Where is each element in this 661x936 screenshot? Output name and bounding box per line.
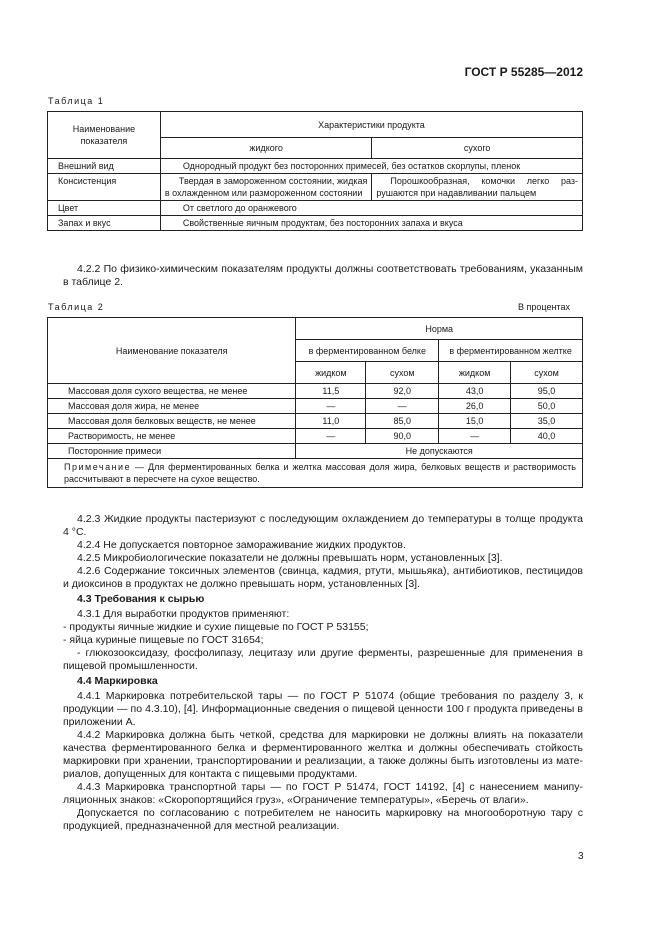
table2-col-dry: сухом xyxy=(511,362,583,384)
table1-row-value: Твердая в замороженном состоянии, жидкая в охлажденном или размороженном состоянии xyxy=(160,174,372,201)
table2-col-norm: Норма xyxy=(296,318,583,340)
table1-row-name: Консистенция xyxy=(48,174,161,201)
paragraph-442: 4.4.2 Маркировка должна быть четкой, средства для маркировки не должны влиять на показатели качества ферментированного белка и ферментированного желтка и должны обеспечивать стойкость маркировки при хранении, транспортировании и реализации, а также должны быть изготовлены из материалов, допущенных для контакта с пищевыми продуктами. xyxy=(63,729,583,780)
table2-note-label: Примечание xyxy=(64,462,132,472)
table2-cell: 35,0 xyxy=(511,414,583,429)
table2-col-name: Наименование показателя xyxy=(48,318,296,384)
table2-caption: Таблица 2 xyxy=(48,302,105,312)
table2-col-yolk: в ферментированном желтке xyxy=(439,340,583,362)
list-item: - глюкозооксидазу, фосфолипазу, лецитазу или другие ферменты, разрешенные для применения в пищевой промышленности. xyxy=(63,647,583,672)
table1-col-name: Наименование показателя xyxy=(48,112,161,159)
table1-col-dry: сухого xyxy=(372,138,583,159)
table1-col-group: Характеристики продукта xyxy=(160,112,582,138)
table2-cell: 11,5 xyxy=(296,384,366,399)
table2-cell: 50,0 xyxy=(511,399,583,414)
table2-col-liquid: жидком xyxy=(296,362,366,384)
table1-row-value: От светлого до оранжевого xyxy=(160,201,582,216)
table2-note-text: — Для ферментированных белка и желтка массовая доля жира, белковых веществ и растворимость рассчитывают в пересчете на сухое вещество. xyxy=(64,462,576,484)
paragraph-441: 4.4.1 Маркировка потребительской тары — по ГОСТ Р 51074 (общие требования по разделу 3, к продукции — по 4.3.10), [4]. Информационные сведения о пищевой ценности 100 г продукта приведены в приложении А. xyxy=(63,690,583,728)
table2-cell: — xyxy=(439,429,511,444)
table1-row-name: Внешний вид xyxy=(48,159,161,174)
section-heading-44: 4.4 Маркировка xyxy=(77,675,158,687)
paragraph-426: 4.2.6 Содержание токсичных элементов (свинца, кадмия, ртути, мышьяка), антибиотиков, пестицидов и диоксинов в продуктах не должно превышать норм, установленных [3]. xyxy=(63,565,583,590)
table2-cell: 26,0 xyxy=(439,399,511,414)
paragraph-424: 4.2.4 Не допускается повторное замораживание жидких продуктов. xyxy=(77,539,406,551)
paragraph-431: 4.3.1 Для выработки продуктов применяют: xyxy=(77,608,290,620)
table2-cell: 85,0 xyxy=(366,414,439,429)
paragraph-443: 4.4.3 Маркировка транспортной тары — по ГОСТ Р 51474, ГОСТ 14192, [4] с нанесением манипуляционных знаков: «Скоропортящийся груз», «Ограничение температуры», «Беречь от влаги». xyxy=(63,781,583,806)
table2-cell: — xyxy=(296,399,366,414)
table1-row-name: Запах и вкус xyxy=(48,216,161,231)
table1-row-name: Цвет xyxy=(48,201,161,216)
table2-row-name: Массовая доля жира, не менее xyxy=(48,399,296,414)
table2-cell: — xyxy=(366,399,439,414)
table1 xyxy=(47,111,583,231)
page-number: 3 xyxy=(578,851,584,862)
table2-cell: 43,0 xyxy=(439,384,511,399)
table1-row-value: Порошкообразная, комочки легко разрушаются при надавливании пальцем xyxy=(372,174,583,201)
table2-cell: 90,0 xyxy=(366,429,439,444)
table2-impurities-value: Не допускаются xyxy=(296,444,583,459)
table2-row-name: Массовая доля сухого вещества, не менее xyxy=(48,384,296,399)
paragraph-425: 4.2.5 Микробиологические показатели не должны превышать норм, установленных [3]. xyxy=(77,552,503,564)
section-heading-43: 4.3 Требования к сырью xyxy=(77,593,205,605)
table2 xyxy=(47,317,583,488)
table2-cell: 15,0 xyxy=(439,414,511,429)
table2-col-liquid: жидком xyxy=(439,362,511,384)
table2-col-dry: сухом xyxy=(366,362,439,384)
table2-col-protein: в ферментированном белке xyxy=(296,340,439,362)
table2-cell: 92,0 xyxy=(366,384,439,399)
paragraph-422-text: 4.2.2 По физико-химическим показателям продукты должны соответствовать требованиям, указанным в таблице 2. xyxy=(63,263,583,288)
document-header: ГОСТ Р 55285—2012 xyxy=(464,65,583,79)
table2-cell: — xyxy=(296,429,366,444)
table2-unit: В процентах xyxy=(518,302,570,312)
table2-row-name: Посторонние примеси xyxy=(48,444,296,459)
main-text xyxy=(63,513,583,833)
table2-cell: 11,0 xyxy=(296,414,366,429)
list-item: - продукты яичные жидкие и сухие пищевые по ГОСТ Р 53155; xyxy=(63,621,369,633)
table2-cell: 95,0 xyxy=(511,384,583,399)
table2-note xyxy=(48,459,583,488)
list-item: - яйца куриные пищевые по ГОСТ 31654; xyxy=(63,634,264,646)
table2-row-name: Растворимость, не менее xyxy=(48,429,296,444)
table1-row-value: Однородный продукт без посторонних примесей, без остатков скорлупы, пленок xyxy=(160,159,582,174)
paragraph-444: Допускается по согласованию с потребителем не наносить маркировку на многооборотную тару с продукцией, предназначенной для местной реализации. xyxy=(63,807,583,832)
table2-cell: 40,0 xyxy=(511,429,583,444)
table1-col-liquid: жидкого xyxy=(160,138,372,159)
paragraph-423: 4.2.3 Жидкие продукты пастеризуют с последующим охлаждением до температуры в толще продукта 4 °С. xyxy=(63,513,583,538)
table2-row-name: Массовая доля белковых веществ, не менее xyxy=(48,414,296,429)
paragraph-422 xyxy=(63,263,583,289)
table1-caption: Таблица 1 xyxy=(48,96,105,106)
table1-row-value: Свойственные яичным продуктам, без посторонних запаха и вкуса xyxy=(160,216,582,231)
